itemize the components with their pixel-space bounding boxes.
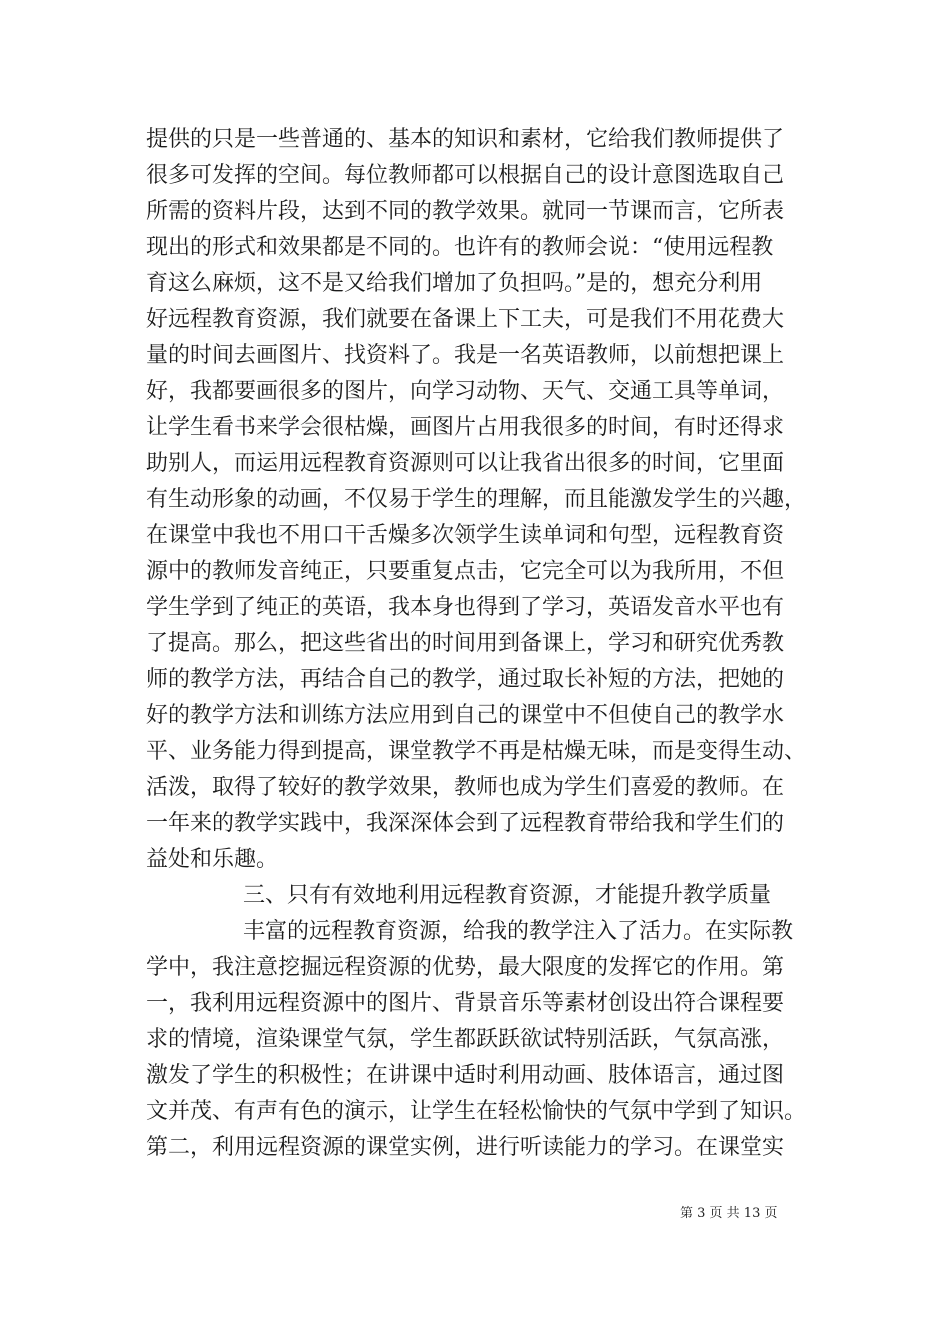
- body-line: 育这么麻烦，这不是又给我们增加了负担吗。”是的，想充分利用: [146, 271, 763, 296]
- body-line: 在课堂中我也不用口干舌燥多次领学生读单词和句型，远程教育资: [146, 523, 785, 548]
- body-line: 平、业务能力得到提高，课堂教学不再是枯燥无味，而是变得生动、: [146, 739, 807, 764]
- page-number-footer: 第 3 页 共 13 页: [680, 1206, 778, 1221]
- section-heading: 三、只有有效地利用远程教育资源，才能提升教学质量: [243, 883, 772, 908]
- section-line: 求的情境，渲染课堂气氛，学生都跃跃欲试特别活跃，气氛高涨，: [146, 1027, 785, 1052]
- body-line: 好远程教育资源，我们就要在备课上下工夫，可是我们不用花费大: [146, 307, 785, 332]
- body-line: 活泼，取得了较好的教学效果，教师也成为学生们喜爱的教师。在: [146, 775, 785, 800]
- body-line: 师的教学方法，再结合自己的教学，通过取长补短的方法，把她的: [146, 667, 785, 692]
- body-line: 现出的形式和效果都是不同的。也许有的教师会说：“使用远程教: [146, 235, 774, 260]
- body-line: 好的教学方法和训练方法应用到自己的课堂中不但使自己的教学水: [146, 703, 785, 728]
- body-line: 所需的资料片段，达到不同的教学效果。就同一节课而言，它所表: [146, 199, 785, 224]
- body-line: 量的时间去画图片、找资料了。我是一名英语教师，以前想把课上: [146, 343, 785, 368]
- body-line: 助别人，而运用远程教育资源则可以让我省出很多的时间，它里面: [146, 451, 785, 476]
- body-line: 让学生看书来学会很枯燥，画图片占用我很多的时间，有时还得求: [146, 415, 785, 440]
- body-line: 很多可发挥的空间。每位教师都可以根据自己的设计意图选取自己: [146, 163, 785, 188]
- body-line: 有生动形象的动画，不仅易于学生的理解，而且能激发学生的兴趣，: [146, 487, 807, 512]
- section-line: 文并茂、有声有色的演示，让学生在轻松愉快的气氛中学到了知识。: [146, 1099, 807, 1124]
- body-line: 了提高。那么，把这些省出的时间用到备课上，学习和研究优秀教: [146, 631, 785, 656]
- section-line: 学中，我注意挖掘远程资源的优势，最大限度的发挥它的作用。第: [146, 955, 785, 980]
- body-line: 一年来的教学实践中，我深深体会到了远程教育带给我和学生们的: [146, 811, 785, 836]
- body-line: 好，我都要画很多的图片，向学习动物、天气、交通工具等单词，: [146, 379, 785, 404]
- section-line: 丰富的远程教育资源，给我的教学注入了活力。在实际教: [243, 919, 794, 944]
- section-line: 一，我利用远程资源中的图片、背景音乐等素材创设出符合课程要: [146, 991, 785, 1016]
- section-line: 第二，利用远程资源的课堂实例，进行听读能力的学习。在课堂实: [146, 1135, 785, 1160]
- body-line: 源中的教师发音纯正，只要重复点击，它完全可以为我所用，不但: [146, 559, 785, 584]
- section-line: 激发了学生的积极性；在讲课中适时利用动画、肢体语言，通过图: [146, 1063, 785, 1088]
- body-line: 学生学到了纯正的英语，我本身也得到了学习，英语发音水平也有: [146, 595, 785, 620]
- body-line: 益处和乐趣。: [146, 847, 279, 872]
- body-line: 提供的只是一些普通的、基本的知识和素材，它给我们教师提供了: [146, 127, 785, 152]
